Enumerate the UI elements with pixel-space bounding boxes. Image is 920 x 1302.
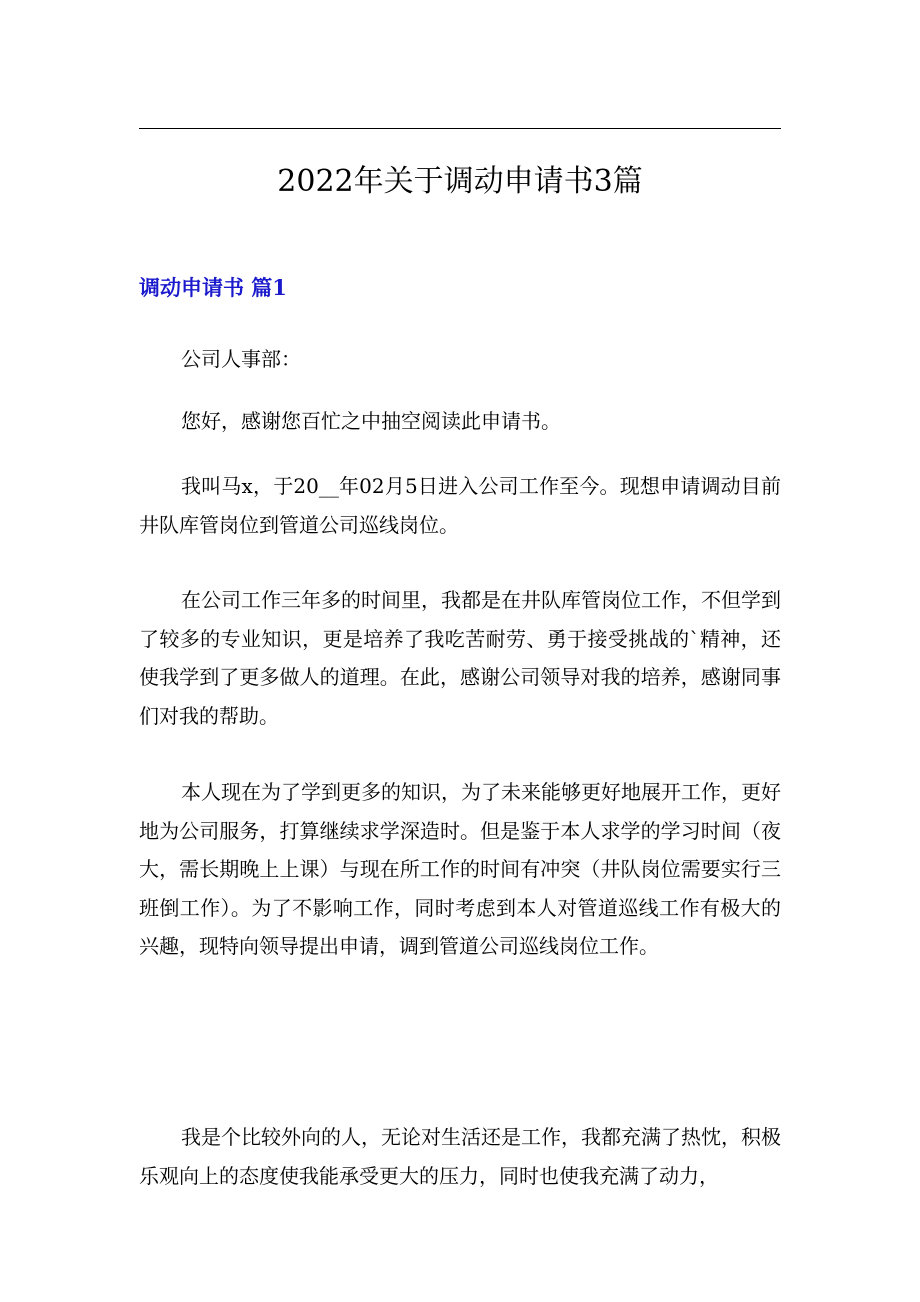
paragraph-salutation: 公司人事部： — [181, 347, 301, 371]
paragraph-personality: 我是个比较外向的人，无论对生活还是工作，我都充满了热忱，积极乐观向上的态度使我能承受更大的压力，同时也使我充满了动力， — [139, 1125, 781, 1188]
document-title: 2022年关于调动申请书3篇 — [277, 164, 643, 199]
paragraph-reason: 本人现在为了学到更多的知识，为了未来能够更好地展开工作，更好地为公司服务，打算继续求学深造时。但是鉴于本人求学的学习时间（夜大，需长期晚上上课）与现在所工作的时间有冲突（井队岗位需要实行三班倒工作）。为了不影响工作，同时考虑到本人对管道巡线工作有极大的兴趣，现特向领导提出申请，调到管道公司巡线岗位工作。 — [139, 780, 781, 958]
paragraph-greeting: 您好，感谢您百忙之中抽空阅读此申请书。 — [181, 409, 561, 433]
section-heading: 调动申请书 篇1 — [139, 275, 287, 300]
header-rule — [139, 128, 781, 129]
paragraph-intro: 我叫马x，于20__年02月5日进入公司工作至今。现想申请调动目前井队库管岗位到管道公司巡线岗位。 — [139, 474, 781, 537]
paragraph-experience: 在公司工作三年多的时间里，我都是在井队库管岗位工作，不但学到了较多的专业知识，更是培养了我吃苦耐劳、勇于接受挑战的`精神，还使我学到了更多做人的道理。在此，感谢公司领导对我的培养，感谢同事们对我的帮助。 — [139, 588, 781, 728]
